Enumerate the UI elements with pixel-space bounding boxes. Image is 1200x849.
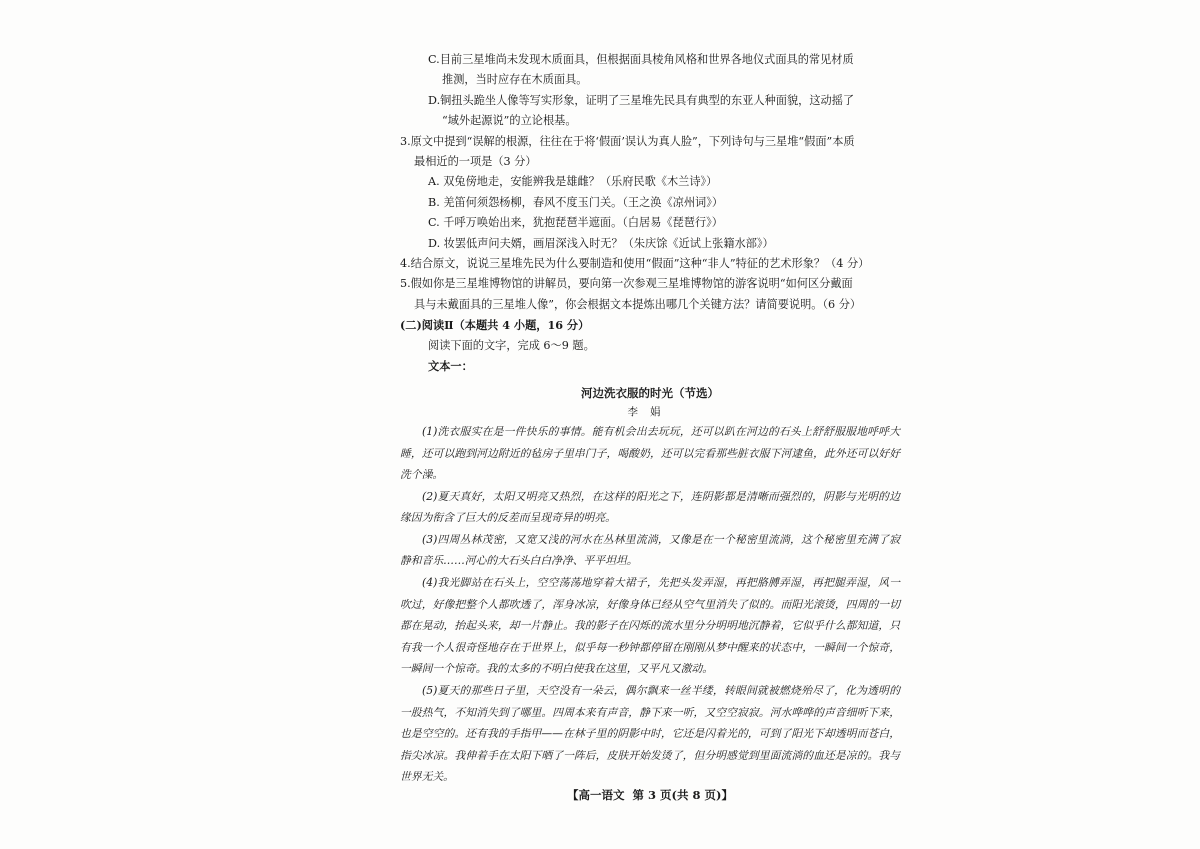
paragraph-4: (4)我光脚站在石头上，空空荡荡地穿着大裙子，先把头发弄湿，再把胳膊弄湿，再把腿弄湿，风一吹过，好像把整个人都吹透了，浑身冰凉，好像身体已经从空气里消失了似的。而阳光滚烫，四周的一切都在晃动，抬起头来，却一片静止。我的影子在闪烁的流水里分分明明地沉静着，它似乎什么都知道，只有我一个人很奇怪地存在于世界上，似乎每一秒钟都停留在刚刚从梦中醒来的状态中，一瞬间一个惊奇，一瞬间一个惊奇。我的太多的不明白使我在这里，又平凡又激动。: [400, 576, 900, 676]
article-title: 河边洗衣服的时光（节选）: [581, 385, 719, 400]
question-4: 4.结合原文，说说三星堆先民为什么要制造和使用“假面”这种“非人”特征的艺术形象？（4 分）: [400, 257, 870, 271]
paragraph-1: (1)洗衣服实在是一件快乐的事情。能有机会出去玩玩，还可以趴在河边的石头上舒舒服服地呼呼大睡，还可以跑到河边附近的毡房子里串门子，喝酸奶，还可以完看那些脏衣服下河逮鱼，此外还可以好好洗个澡。: [400, 424, 900, 482]
section-heading: (二)阅读Ⅱ（本题共 4 小题，16 分）: [400, 318, 590, 333]
option-c-text: C.: [428, 53, 440, 66]
question-5-line2: 具与未戴面具的三星堆人像”，你会根据文本提炼出哪几个关键方法？请简要说明。（6 分）: [414, 297, 862, 311]
q3-option-b: B. 羌笛何须怨杨柳，春风不度玉门关。（王之涣《凉州词》）: [428, 195, 724, 209]
option-c-cont: 推测，当时应存在木质面具。: [442, 73, 588, 87]
instruction: 阅读下面的文字，完成 6～9 题。: [428, 338, 595, 352]
paragraph-2: (2)夏天真好，太阳又明亮又热烈，在这样的阳光之下，连阴影都是清晰而强烈的，阴影与光明的边缘因为衔含了巨大的反差而呈现奇异的明亮。: [400, 489, 900, 525]
paragraph-3: (3)四周丛林茂密，又宽又浅的河水在丛林里流淌，又像是在一个秘密里流淌，这个秘密里充满了寂静和音乐……河心的大石头白白净净、平平坦坦。: [400, 532, 900, 568]
question-3-line2: 最相近的一项是（3 分）: [414, 155, 537, 169]
footer-page: 第 3 页(共 8 页)】: [632, 788, 733, 802]
page-footer: [400, 787, 900, 803]
page-content: [400, 50, 900, 788]
option-d: D.铜扭头跪坐人像等写实形象，证明了三星堆先民具有典型的东亚人种面貌，这动摇了 “域外起源说”的立论根基。: [400, 91, 900, 132]
article-author: 李娟: [627, 405, 673, 418]
question-5: [400, 274, 900, 315]
option-d-cont: “域外起源说”的立论根基。: [442, 114, 577, 128]
footer-subject: 【高一语文: [567, 788, 625, 802]
option-c: C.目前三星堆尚未发现木质面具，但根据面具棱角风格和世界各地仪式面具的常见材质 推测，当时应存在木质面具。: [400, 50, 900, 91]
q3-option-c: C. 千呼万唤始出来，犹抱琵琶半遮面。（白居易《琵琶行》）: [428, 216, 723, 230]
text-label: 文本一：: [428, 359, 473, 374]
question-3: [400, 132, 900, 173]
option-d-text: D.: [428, 93, 441, 107]
question-3-line1: 3.原文中提到“误解的根源，往往在于将‘假面’误认为真人脸”，下列诗句与三星堆“假面”本质: [400, 134, 855, 148]
paragraph-5: (5)夏天的那些日子里，天空没有一朵云，偶尔飘来一丝半缕，转眼间就被燃烧殆尽了，化为透明的一股热气，不知消失到了哪里。四周本来有声音，静下来一听，又空空寂寂。河水哗哗的声音细听下来，也是空空的。还有我的手指甲——在林子里的阴影中时，它还是闪着光的，可到了阳光下却透明而苍白，指尖冰凉。我伸着手在太阳下晒了一阵后，皮肤开始发烫了，但分明感觉到里面流淌的血还是凉的。我与世界无关。: [400, 684, 900, 784]
q3-option-a: A. 双兔傍地走，安能辨我是雄雌？（乐府民歌《木兰诗》）: [428, 175, 718, 189]
q3-option-d: D. 妆罢低声问夫婿，画眉深浅入时无？（朱庆馀《近试上张籍水部》）: [428, 236, 774, 250]
question-5-line1: 5.假如你是三星堆博物馆的讲解员，要向第一次参观三星堆博物馆的游客说明“如何区分戴面: [400, 277, 853, 291]
